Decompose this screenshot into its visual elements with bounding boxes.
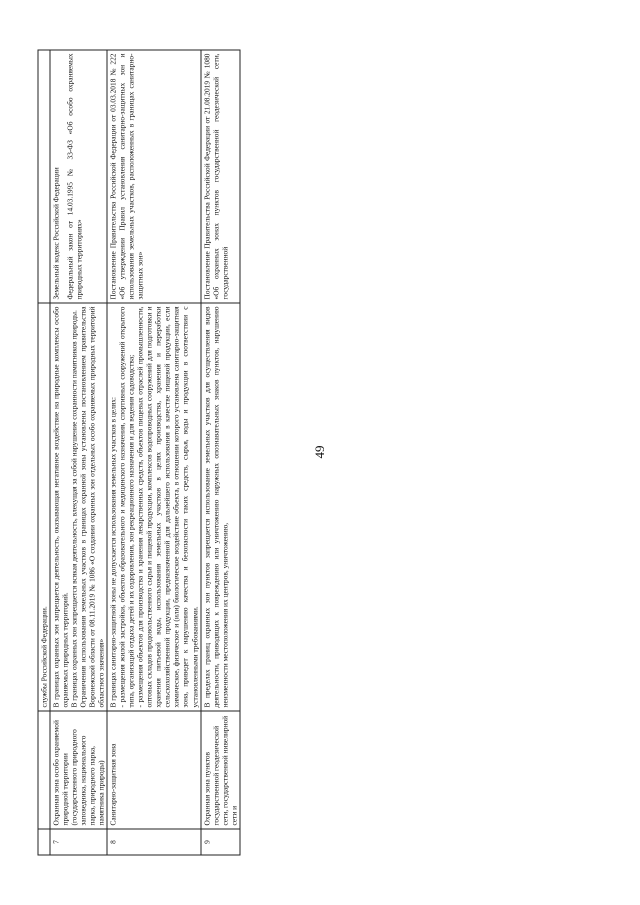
cell-restrictions — [201, 303, 240, 711]
restriction-paragraph: Ограничения использования земельных участков в границах охранной зоны установлены постановлением правительства Воронежской области от 08.11.2019 № 1086 «О создании охранных зон отдельных особо охраняемых природных территорий областного значения» — [78, 306, 106, 707]
table-row — [107, 50, 200, 855]
cell-restrictions: службы Российской Федерации. — [38, 303, 50, 711]
cell-documents — [38, 50, 50, 303]
document-reference: Постановление Правительства Российской Федерации от 21.08.2019 № 1080 «Об охранных зонах пунктов государственной геодезической сети, государственной — [202, 53, 230, 299]
table-row — [201, 50, 240, 855]
restriction-paragraph: В границах санитарно-защитной зоны не допускается использования земельных участков в целях: — [108, 396, 118, 707]
cell-zone-name: Санитарно-защитная зона — [107, 711, 200, 829]
restriction-paragraph: В границах охранных зон запрещается всякая деятельность, влекущая за собой нарушение сохранности памятников природы. — [69, 309, 79, 707]
document-reference: Федеральный закон от 14.03.1995 № 33-ФЗ «Об особо охраняемых природных территориях» — [65, 53, 84, 299]
restriction-paragraph: В пределах границ охранных зон пунктов запрещается использование земельных участков для осуществления видов деятельности, приводящих к повреждению или уничтожению наружных опознавательных знаков пунктов, нарушению неизменности местоположения их центров, уничтожению, — [202, 306, 230, 707]
cell-number: 9 — [201, 829, 240, 855]
restriction-paragraph: В границах охранных зон запрещается деятельность, оказывающая негативное воздействие на природные комплексы особо охраняемых природных территорий. — [51, 306, 70, 707]
cell-documents — [107, 50, 200, 303]
cell-zone-name: Охранная зона пунктов государственной геодезической сети, государственной нивелирной сети и — [201, 711, 240, 829]
rotated-page-content — [38, 50, 603, 855]
cell-restrictions — [50, 303, 107, 711]
restriction-paragraph: - размещения объектов для производства и хранения лекарственных средств, объектов пищевых отраслей промышленности, оптовых складов продовольственного сырья и пищевой продукции, комплексов водопроводных сооружений для подготовки и хранения питьевой воды, использования земельных участков в целях производства, хранения и переработки сельскохозяйственной продукции, предназначенной для дальнейшего использования в качестве пищевой продукции, если химическое, физическое и (или) биологическое воздействие объекта, в отношении которого установлена санитарно-защитная зона, приведет к нарушению качества и безопасности таких средств, сырья, воды и продукции в соответствии с установленными требованиями. — [135, 306, 199, 707]
document-reference: Земельный кодекс Российской Федерации — [51, 166, 61, 299]
cell-number: 8 — [107, 829, 200, 855]
cell-number — [38, 829, 50, 855]
page-number: 49 — [312, 445, 327, 459]
cell-documents — [201, 50, 240, 303]
restriction-paragraph: - размещения жилой застройки, объектов образовательного и медицинского назначения, спортивных сооружений открытого типа, организаций отдыха детей и их оздоровления, зон рекреационного назначения и для ведения садоводства; — [117, 306, 136, 707]
cell-zone-name — [38, 711, 50, 829]
table-row-continuation — [38, 50, 50, 855]
cell-documents — [50, 50, 107, 303]
table-row — [50, 50, 107, 855]
document-reference: Постановление Правительства Российской Федерации от 03.03.2018 № 222 «Об утверждении Правил установления санитарно-защитных зон и использования земельных участков, расположенных в границах санитарно-защитных зон» — [108, 53, 145, 299]
cell-zone-name: Охранная зона особо охраняемой природной территории (государственного природного заповедника, национального парка, природного парка, памятника природы) — [50, 711, 107, 829]
cell-restrictions — [107, 303, 200, 711]
cell-number: 7 — [50, 829, 107, 855]
restrictions-table — [38, 49, 241, 855]
